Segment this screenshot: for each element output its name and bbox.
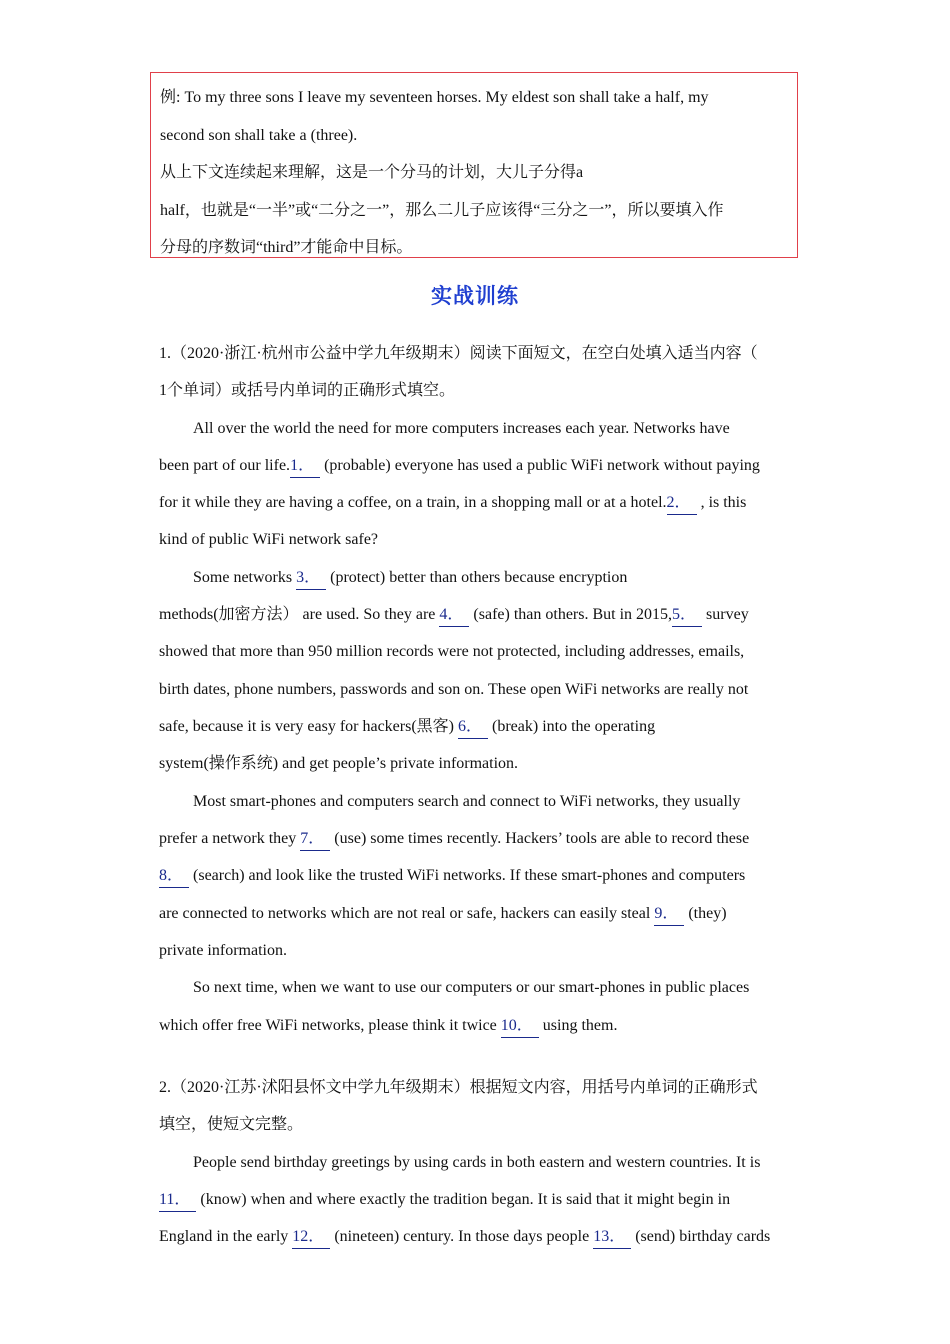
q1-intro: 1.（2020·浙江·杭州市公益中学九年级期末）阅读下面短文，在空白处填入适当内容（ bbox=[159, 345, 758, 362]
answer-blank-11[interactable]: 11． bbox=[159, 1189, 196, 1212]
example-line: 例: To my three sons I leave my seventeen horses. My eldest son shall take a half, my bbox=[160, 89, 709, 106]
answer-blank-12[interactable]: 12． bbox=[292, 1226, 330, 1249]
section-title: 实战训练 bbox=[431, 284, 519, 308]
answer-blank-1[interactable]: 1． bbox=[290, 455, 320, 478]
passage-line: kind of public WiFi network safe? bbox=[159, 531, 379, 548]
q2-intro: 2.（2020·江苏·沭阳县怀文中学九年级期末）根据短文内容，用括号内单词的正确形式 bbox=[159, 1079, 758, 1096]
passage-line bbox=[159, 455, 760, 478]
passage-line: People send birthday greetings by using cards in both eastern and western countries. It is bbox=[193, 1154, 761, 1171]
answer-blank-13[interactable]: 13． bbox=[593, 1226, 631, 1249]
answer-blank-2[interactable]: 2． bbox=[667, 492, 697, 515]
answer-blank-10[interactable]: 10． bbox=[501, 1015, 539, 1038]
passage-text: methods(加密方法） are used. So they are bbox=[159, 606, 436, 623]
passage-text: (probable) everyone has used a public WiFi network without paying bbox=[324, 457, 760, 474]
passage-line bbox=[159, 604, 749, 627]
passage-text: (break) into the operating bbox=[492, 718, 656, 735]
answer-blank-5[interactable]: 5． bbox=[672, 604, 702, 627]
example-line: half，也就是“一半”或“二分之一”，那么二儿子应该得“三分之一”，所以要填入作 bbox=[160, 201, 724, 219]
passage-text: (nineteen) century. In those days people bbox=[334, 1228, 590, 1245]
q2-intro: 填空，使短文完整。 bbox=[159, 1116, 304, 1133]
passage-line: So next time, when we want to use our computers or our smart-phones in public places bbox=[193, 979, 750, 996]
passage-text: safe, because it is very easy for hackers(黑客) bbox=[159, 718, 454, 735]
passage-text: (safe) than others. But in 2015, bbox=[473, 606, 673, 623]
passage-line: birth dates, phone numbers, passwords and son on. These open WiFi networks are really not bbox=[159, 681, 749, 698]
passage-text: (protect) better than others because encryption bbox=[330, 569, 628, 586]
passage-line bbox=[159, 903, 727, 926]
passage-text: (send) birthday cards bbox=[635, 1228, 771, 1245]
answer-blank-6[interactable]: 6． bbox=[458, 716, 488, 739]
passage-line: showed that more than 950 million records were not protected, including addresses, emails, bbox=[159, 643, 745, 660]
passage-text: (use) some times recently. Hackers’ tools are able to record these bbox=[334, 830, 750, 847]
passage-text: for it while they are having a coffee, on a train, in a shopping mall or at a hotel. bbox=[159, 494, 667, 511]
answer-blank-9[interactable]: 9． bbox=[654, 903, 684, 926]
answer-blank-4[interactable]: 4． bbox=[439, 604, 469, 627]
passage-text: England in the early bbox=[159, 1228, 289, 1245]
passage-text: are connected to networks which are not real or safe, hackers can easily steal bbox=[159, 905, 651, 922]
example-line: second son shall take a (three). bbox=[160, 126, 358, 144]
passage-line: system(操作系统) and get people’s private information. bbox=[159, 755, 519, 772]
passage-text: using them. bbox=[542, 1017, 618, 1034]
passage-line bbox=[159, 865, 745, 888]
passage-line bbox=[159, 828, 749, 851]
passage-text: (search) and look like the trusted WiFi networks. If these smart-phones and computers bbox=[193, 867, 746, 884]
passage-line bbox=[159, 1189, 730, 1212]
passage-line bbox=[159, 1226, 770, 1249]
passage-text: Some networks bbox=[193, 569, 293, 586]
example-line: 从上下文连续起来理解，这是一个分马的计划，大儿子分得a bbox=[160, 164, 584, 181]
passage-text: survey bbox=[706, 606, 749, 623]
passage-line bbox=[159, 492, 746, 515]
answer-blank-3[interactable]: 3． bbox=[296, 567, 326, 590]
passage-text: been part of our life. bbox=[159, 457, 291, 474]
answer-blank-7[interactable]: 7． bbox=[300, 828, 330, 851]
passage-text: prefer a network they bbox=[159, 830, 297, 847]
passage-text: (they) bbox=[688, 905, 727, 922]
passage-line bbox=[159, 716, 655, 739]
answer-blank-8[interactable]: 8． bbox=[159, 865, 189, 888]
passage-line: private information. bbox=[159, 942, 287, 959]
passage-line bbox=[193, 567, 627, 590]
passage-text: (know) when and where exactly the tradition began. It is said that it might begin in bbox=[200, 1191, 731, 1208]
passage-text: which offer free WiFi networks, please think it twice bbox=[159, 1017, 497, 1034]
example-box bbox=[150, 72, 798, 258]
passage-text: , is this bbox=[700, 494, 747, 511]
passage-line bbox=[159, 1015, 617, 1038]
passage-line: Most smart-phones and computers search and connect to WiFi networks, they usually bbox=[193, 793, 741, 810]
passage-line: All over the world the need for more computers increases each year. Networks have bbox=[193, 420, 730, 437]
example-line: 分母的序数词“third”才能命中目标。 bbox=[160, 239, 413, 256]
q1-intro: 1个单词）或括号内单词的正确形式填空。 bbox=[159, 382, 456, 399]
